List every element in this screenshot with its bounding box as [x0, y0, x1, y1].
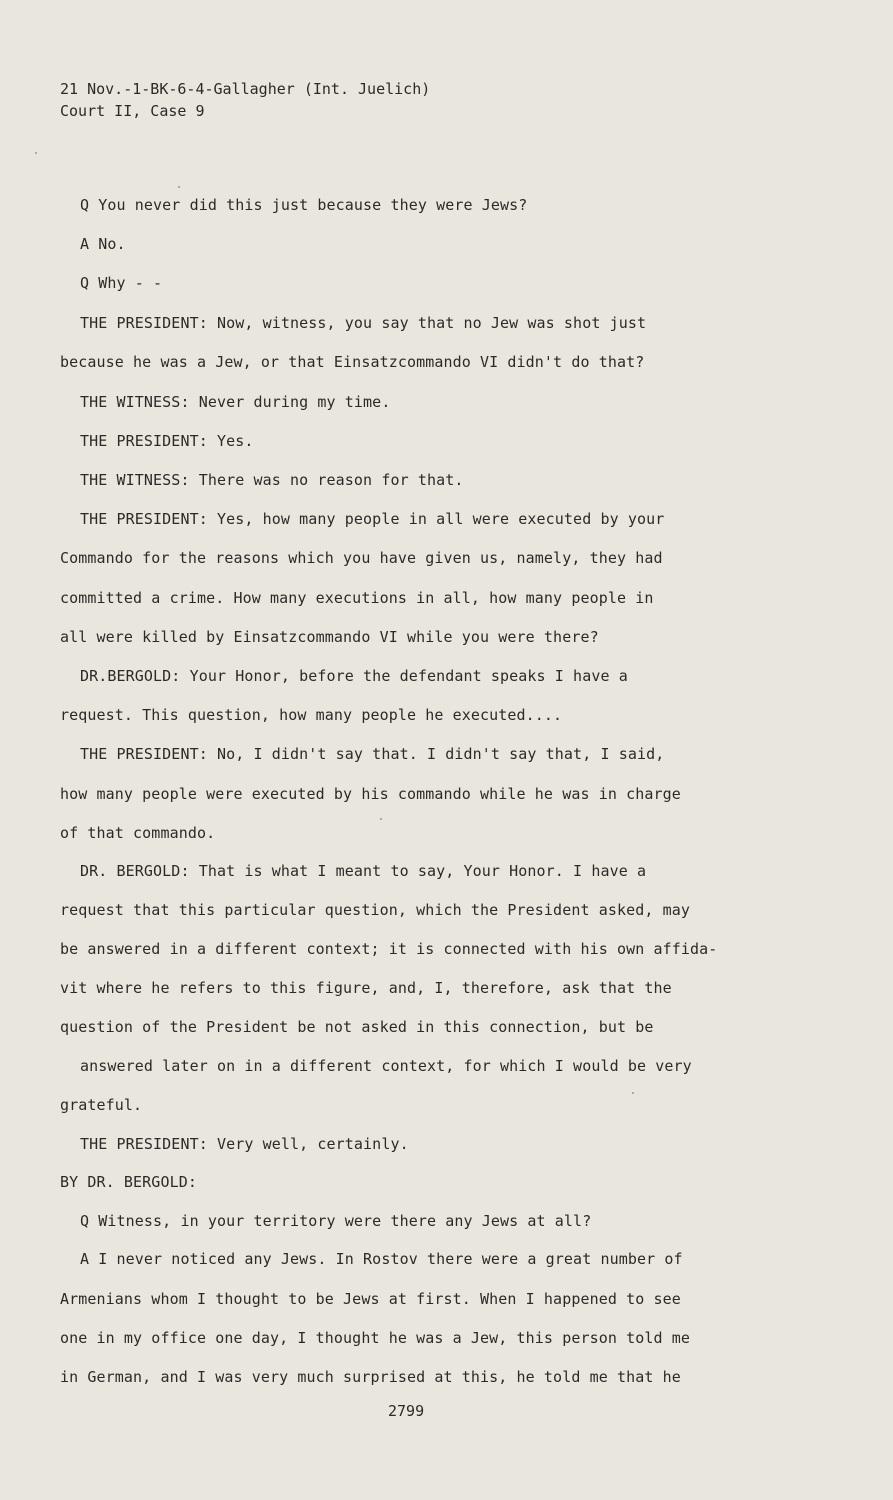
text-line: how many people were executed by his commando while he was in charge — [60, 785, 681, 803]
text-line: THE WITNESS: Never during my time. — [80, 393, 391, 411]
text-line: one in my office one day, I thought he was a Jew, this person told me — [60, 1329, 691, 1347]
text-line: Q Witness, in your territory were there any Jews at all? — [80, 1212, 592, 1230]
text-line: THE WITNESS: There was no reason for that. — [80, 471, 464, 489]
text-line: BY DR. BERGOLD: — [60, 1173, 197, 1191]
text-line: DR. BERGOLD: That is what I meant to say, Your Honor. I have a — [80, 862, 647, 880]
text-line: A I never noticed any Jews. In Rostov there were a great number of — [80, 1250, 683, 1268]
document-header — [60, 78, 430, 122]
text-line: answered later on in a different context, for which I would be very — [80, 1057, 692, 1075]
paper-speck — [35, 152, 37, 154]
text-line: of that commando. — [60, 824, 216, 842]
text-line: all were killed by Einsatzcommando VI while you were there? — [60, 628, 599, 646]
text-line: question of the President be not asked in this connection, but be — [60, 1018, 654, 1036]
text-line: THE PRESIDENT: No, I didn't say that. I didn't say that, I said, — [80, 745, 665, 763]
text-line: request that this particular question, which the President asked, may — [60, 901, 691, 919]
text-line: THE PRESIDENT: Now, witness, you say that no Jew was shot just — [80, 314, 647, 332]
paper-speck — [632, 1092, 634, 1094]
paper-speck — [380, 818, 382, 820]
text-line: Q You never did this just because they were Jews? — [80, 196, 528, 214]
text-line: request. This question, how many people he executed.... — [60, 706, 563, 724]
text-line: THE PRESIDENT: Very well, certainly. — [80, 1135, 409, 1153]
page-number: 2799 — [388, 1402, 425, 1420]
header-line-2: Court II, Case 9 — [60, 102, 205, 120]
text-line: committed a crime. How many executions in all, how many people in — [60, 589, 654, 607]
text-line: THE PRESIDENT: Yes, how many people in all were executed by your — [80, 510, 665, 528]
text-line: DR.BERGOLD: Your Honor, before the defendant speaks I have a — [80, 667, 628, 685]
text-line: THE PRESIDENT: Yes. — [80, 432, 254, 450]
paper-speck — [178, 186, 180, 188]
text-line: A No. — [80, 235, 126, 253]
text-line: be answered in a different context; it is connected with his own affida- — [60, 940, 718, 958]
text-line: vit where he refers to this figure, and, I, therefore, ask that the — [60, 979, 672, 997]
header-line-1: 21 Nov.-1-BK-6-4-Gallagher (Int. Juelich) — [60, 80, 431, 98]
text-line: Q Why - - — [80, 274, 163, 292]
text-line: because he was a Jew, or that Einsatzcommando VI didn't do that? — [60, 353, 645, 371]
text-line: Commando for the reasons which you have given us, namely, they had — [60, 549, 663, 567]
text-line: in German, and I was very much surprised at this, he told me that he — [60, 1368, 681, 1386]
text-line: grateful. — [60, 1096, 143, 1114]
text-line: Armenians whom I thought to be Jews at first. When I happened to see — [60, 1290, 681, 1308]
